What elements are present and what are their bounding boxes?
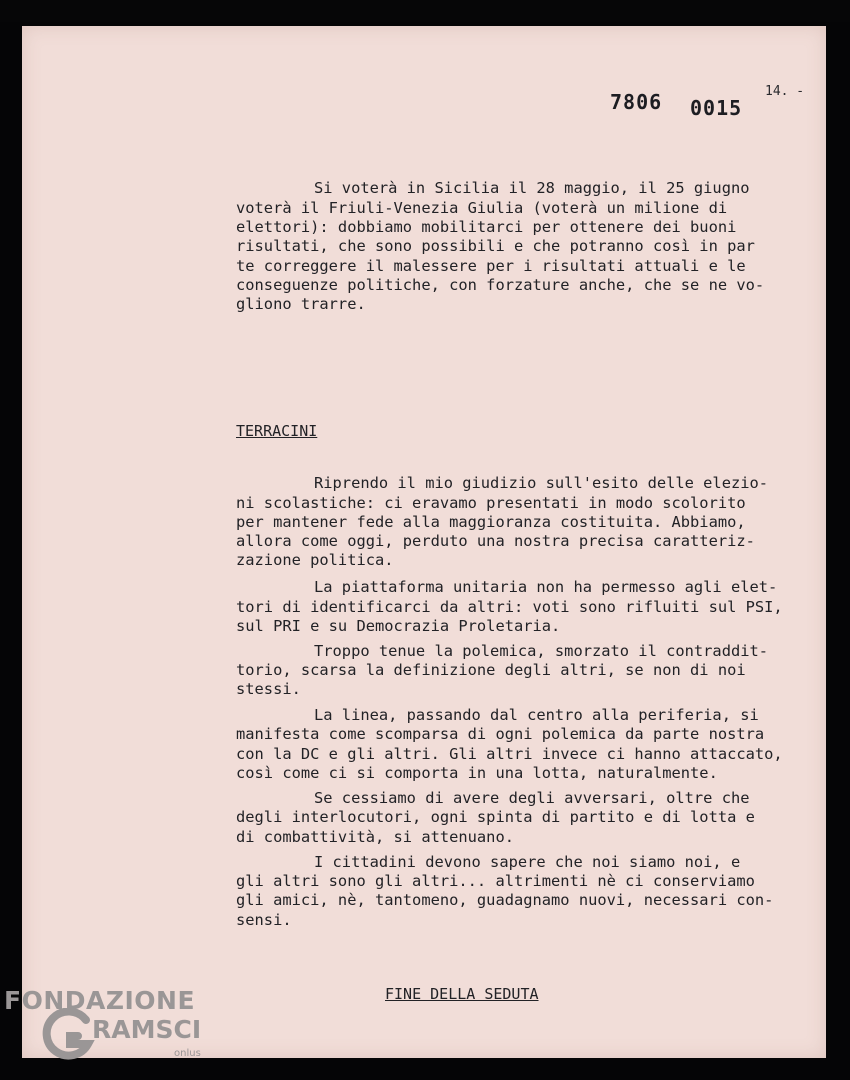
archive-stamp-sequence: 0015 [690, 96, 743, 120]
text-line: tori di identificarci da altri: voti sono rifluiti sul PSI, [236, 598, 783, 616]
watermark-line3: onlus [174, 1048, 201, 1059]
text-line: ni scolastiche: ci eravamo presentati in modo scolorito [236, 494, 746, 512]
text-line: gli altri sono gli altri... altrimenti nè ci conserviamo [236, 872, 755, 890]
scan-border-top [0, 0, 850, 22]
text-line: sul PRI e su Democrazia Proletaria. [236, 617, 561, 635]
text-line: con la DC e gli altri. Gli altri invece ci hanno attaccato, [236, 745, 783, 763]
text-line: zazione politica. [236, 551, 394, 569]
closing-heading: FINE DELLA SEDUTA [385, 985, 539, 1003]
text-line: risultati, che sono possibili e che potranno così in par [236, 237, 755, 255]
text-line: La piattaforma unitaria non ha permesso agli elet- [314, 578, 778, 596]
text-line: degli interlocutori, ogni spinta di partito e di lotta e [236, 808, 755, 826]
text-line: gliono trarre. [236, 295, 366, 313]
text-line: sensi. [236, 911, 292, 929]
text-line: Riprendo il mio giudizio sull'esito delle elezio- [314, 474, 769, 492]
text-line: gli amici, nè, tantomeno, guadagnamo nuovi, necessari con- [236, 891, 774, 909]
text-line: manifesta come scomparsa di ogni polemica da parte nostra [236, 725, 765, 743]
text-line: per mantener fede alla maggioranza costituita. Abbiamo, [236, 513, 746, 531]
watermark-line2: RAMSCI [92, 1015, 202, 1044]
text-line: I cittadini devono sapere che noi siamo noi, e [314, 853, 741, 871]
text-line: elettori): dobbiamo mobilitarci per ottenere dei buoni [236, 218, 737, 236]
text-line: così come ci si comporta in una lotta, naturalmente. [236, 764, 718, 782]
text-line: Troppo tenue la polemica, smorzato il contraddit- [314, 642, 769, 660]
watermark-line1: FONDAZIONE [4, 986, 196, 1015]
text-line: La linea, passando dal centro alla periferia, si [314, 706, 759, 724]
archive-stamp-number: 7806 [610, 90, 663, 114]
text-line: Se cessiamo di avere degli avversari, oltre che [314, 789, 750, 807]
text-line: te correggere il malessere per i risultati attuali e le [236, 257, 746, 275]
speaker-heading: TERRACINI [236, 422, 318, 440]
page-number: 14. - [765, 84, 805, 99]
text-line: voterà il Friuli-Venezia Giulia (voterà un milione di [236, 199, 728, 217]
text-line: torio, scarsa la definizione degli altri, se non di noi [236, 661, 746, 679]
text-line: di combattività, si attenuano. [236, 828, 514, 846]
text-line: conseguenze politiche, con forzature anche, che se ne vo- [236, 276, 765, 294]
text-line: allora come oggi, perduto una nostra precisa caratteriz- [236, 532, 755, 550]
text-line: stessi. [236, 680, 301, 698]
text-line: Si voterà in Sicilia il 28 maggio, il 25 giugno [314, 179, 750, 197]
